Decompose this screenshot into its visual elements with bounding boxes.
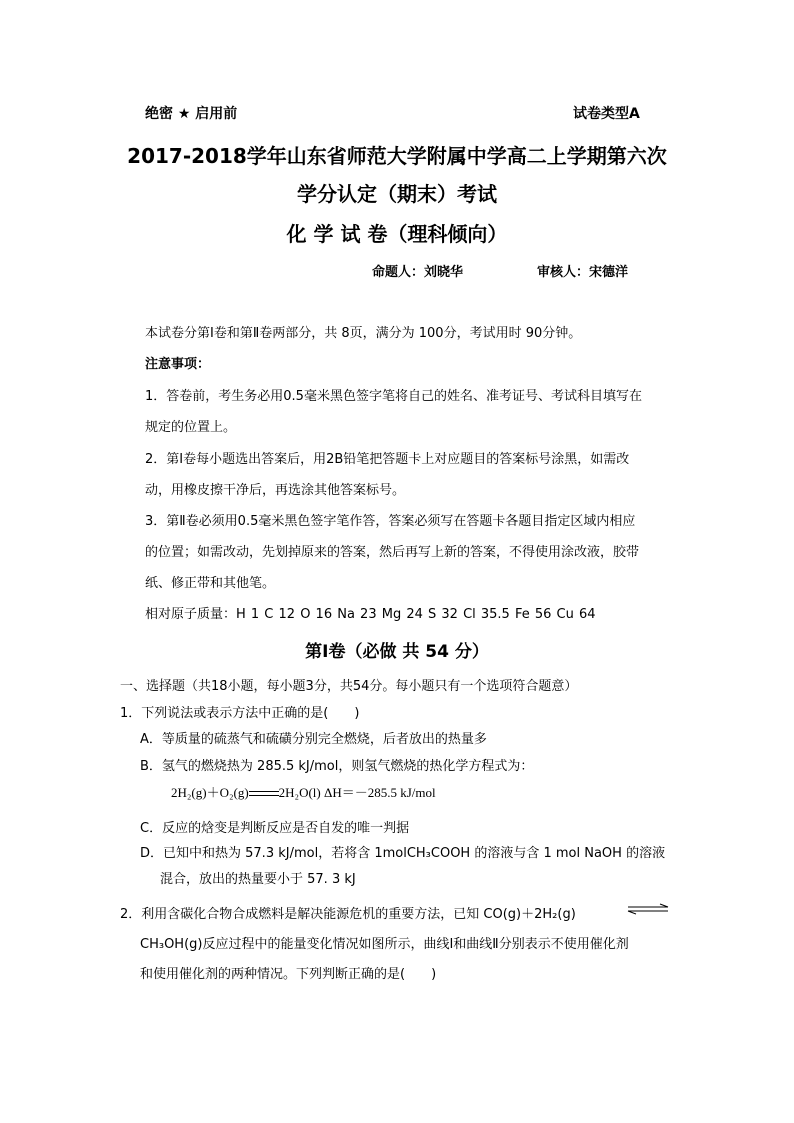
- notice-item-1b: 规定的位置上。: [145, 420, 237, 435]
- atomic-masses: 相对原子质量：H 1 C 12 O 16 Na 23 Mg 24 S 32 Cl 35.5 Fe 56 Cu 64: [145, 607, 596, 622]
- reversible-arrow-icon: [626, 903, 670, 915]
- notice-item-3b: 的位置；如需改动，先划掉原来的答案，然后再写上新的答案，不得使用涂改液，胶带: [145, 545, 640, 560]
- notice-heading: 注意事项：: [145, 357, 211, 372]
- notice-item-1a: 1．答卷前，考生务必用0.5毫米黑色签字笔将自己的姓名、准考证号、考试科目填写在: [145, 389, 642, 404]
- exam-title-line3: 化 学 试 卷（理科倾向）: [286, 222, 508, 246]
- question-1-equation: [171, 782, 436, 801]
- question-setter: 命题人：刘晓华: [372, 265, 464, 280]
- question-2-stem-line3: 和使用催化剂的两种情况。下列判断正确的是( ): [140, 967, 437, 982]
- section-1-title: 第Ⅰ卷（必做 共 54 分）: [305, 642, 489, 662]
- intro-text: 本试卷分第Ⅰ卷和第Ⅱ卷两部分，共 8页，满分为 100分，考试用时 90分钟。: [145, 326, 582, 341]
- exam-title-line2: 学分认定（期末）考试: [297, 182, 497, 206]
- section-1-instructions: 一、选择题（共18小题，每小题3分，共54分。每小题只有一个选项符合题意）: [120, 679, 578, 694]
- equation-left: 2H₂(g)＋O₂(g): [171, 785, 249, 800]
- question-1-stem: 1．下列说法或表示方法中正确的是( ): [120, 706, 360, 721]
- equation-right: 2H₂O(l) ΔH＝－285.5 kJ/mol: [278, 785, 436, 800]
- question-1-option-d-line1: D．已知中和热为 57.3 kJ/mol，若将含 1molCH₃COOH 的溶液与含 1 mol NaOH 的溶液: [140, 846, 666, 861]
- question-2-stem-line2: CH₃OH(g)反应过程中的能量变化情况如图所示，曲线Ⅰ和曲线Ⅱ分别表示不使用催化剂: [140, 937, 629, 952]
- reviewer: 审核人：宋德洋: [537, 265, 629, 280]
- notice-item-3a: 3．第Ⅱ卷必须用0.5毫米黑色签字笔作答，答案必须写在答题卡各题目指定区域内相应: [145, 514, 636, 529]
- question-2-stem-line1: 2．利用含碳化合物合成燃料是解决能源危机的重要方法，已知 CO(g)＋2H₂(g): [120, 907, 576, 922]
- notice-item-2a: 2．第Ⅰ卷每小题选出答案后，用2B铅笔把答题卡上对应题目的答案标号涂黑，如需改: [145, 452, 630, 467]
- paper-type-label: 试卷类型A: [573, 106, 640, 122]
- notice-item-2b: 动，用橡皮擦干净后，再选涂其他答案标号。: [145, 483, 406, 498]
- confidential-label: 绝密 ★ 启用前: [145, 106, 238, 122]
- question-1-option-d-line2: 混合，放出的热量要小于 57. 3 kJ: [160, 872, 356, 887]
- question-1-option-a: A．等质量的硫蒸气和硫磺分别完全燃烧，后者放出的热量多: [140, 732, 487, 747]
- exam-title-line1: 2017-2018学年山东省师范大学附属中学高二上学期第六次: [127, 144, 667, 168]
- notice-item-3c: 纸、修正带和其他笔。: [145, 576, 276, 591]
- equals-arrow-icon: [249, 789, 279, 799]
- question-1-option-c: C．反应的焓变是判断反应是否自发的唯一判据: [140, 821, 410, 836]
- question-1-option-b: B．氢气的燃烧热为 285.5 kJ/mol，则氢气燃烧的热化学方程式为：: [140, 759, 534, 774]
